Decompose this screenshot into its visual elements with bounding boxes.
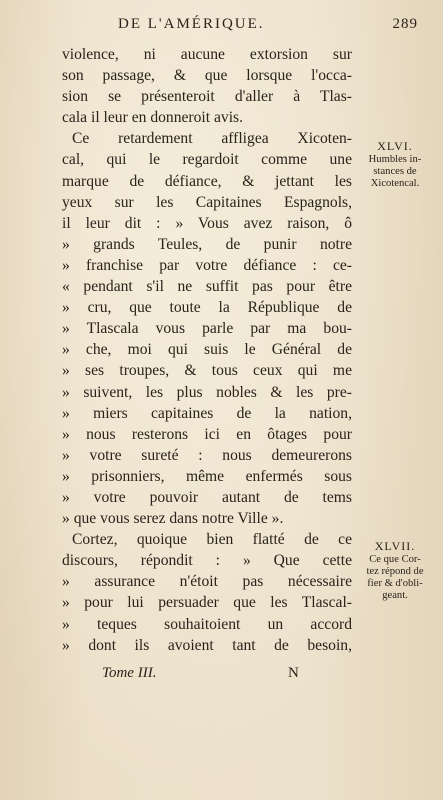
- text-line: » prisonniers, même enfermés sous: [62, 467, 352, 485]
- margin-note-line: fier & d'obli-: [367, 578, 423, 589]
- text-line: il leur dit : » Vous avez raison, ô: [62, 214, 352, 232]
- text-line: discours, répondit : » Que cette: [62, 552, 352, 570]
- text-line: cal, qui le regardoit comme une: [62, 151, 352, 169]
- body-text: [62, 44, 352, 656]
- text-line: yeux sur les Capitaines Espagnols,: [62, 193, 352, 211]
- text-line: Cortez, quoique bien flatté de ce: [72, 531, 352, 549]
- text-line: » votre sureté : nous demeurerons: [62, 446, 352, 464]
- text-line: » dont ils avoient tant de besoin,: [62, 636, 352, 654]
- text-line: » franchise par votre défiance : ce-: [62, 256, 352, 274]
- text-line: Ce retardement affligea Xicoten-: [72, 130, 352, 148]
- margin-note-number: XLVII.: [374, 539, 416, 553]
- text-line: » assurance n'étoit pas nécessaire: [62, 573, 352, 591]
- margin-note-xlvii: [354, 538, 436, 602]
- text-line: sion se présenteroit d'aller à Tlas-: [62, 88, 352, 106]
- page-number: 289: [392, 16, 418, 32]
- text-line: violence, ni aucune extorsion sur: [62, 46, 352, 63]
- text-line: » que vous serez dans notre Ville ».: [62, 510, 284, 528]
- text-line: » grands Teules, de punir notre: [62, 235, 352, 253]
- margin-note-line: geant.: [382, 590, 408, 601]
- text-line: » nous resterons ici en ôtages pour: [62, 425, 352, 443]
- text-line: » cru, que toute la République de: [62, 299, 352, 317]
- text-line: marque de défiance, & jettant les: [62, 172, 352, 190]
- running-title: DE L'AMÉRIQUE.: [118, 16, 265, 32]
- text-line: » pour lui persuader que les Tlascal-: [62, 594, 352, 612]
- margin-note-number: XLVI.: [377, 139, 413, 153]
- running-header: [118, 16, 418, 38]
- volume-label: Tome III.: [102, 665, 157, 681]
- text-line: » ses troupes, & tous ceux qui me: [62, 362, 352, 380]
- margin-note-line: Humbles in-: [368, 154, 422, 165]
- text-line: » teques souhaitoient un accord: [62, 615, 352, 633]
- text-line: » suivent, les plus nobles & les pre-: [62, 383, 352, 401]
- margin-note-line: tez répond de: [366, 566, 424, 577]
- text-line: cala il leur en donneroit avis.: [62, 109, 243, 127]
- margin-note-line: Ce que Cor-: [369, 554, 421, 565]
- margin-note-xlvi: [354, 138, 436, 190]
- text-line: son passage, & que lorsque l'occa-: [62, 67, 352, 85]
- page-footer: [62, 665, 352, 687]
- text-line: » votre pouvoir autant de tems: [62, 488, 352, 506]
- text-line: » Tlascala vous parle par ma bou-: [62, 320, 352, 338]
- margin-note-line: Xicotencal.: [370, 178, 420, 189]
- signature-mark: N: [288, 665, 299, 681]
- text-line: « pendant s'il ne suffit pas pour être: [62, 278, 352, 296]
- text-line: » miers capitaines de la nation,: [62, 404, 352, 422]
- text-line: » che, moi qui suis le Général de: [62, 341, 352, 359]
- margin-note-line: stances de: [373, 166, 417, 177]
